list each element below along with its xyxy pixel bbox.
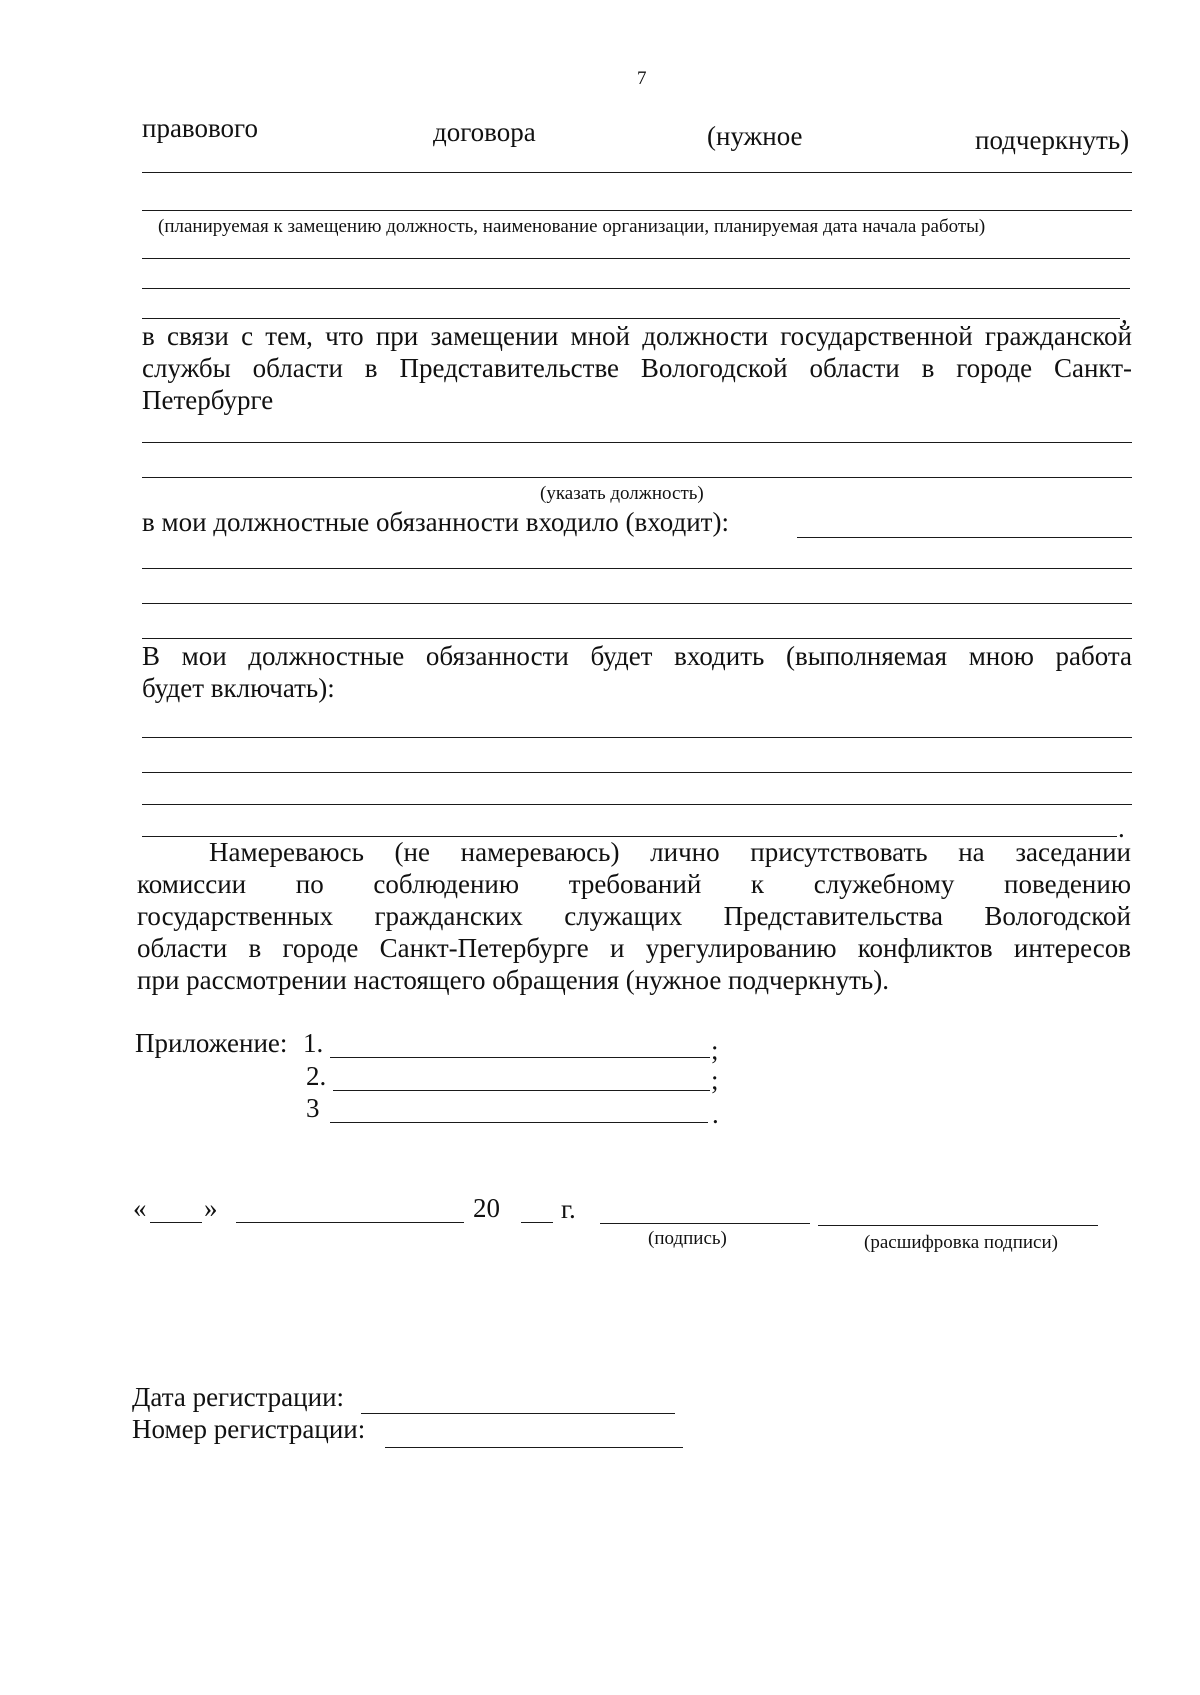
- blank-line[interactable]: [797, 537, 1132, 538]
- intend-line-3: государственных гражданских служащих Представительства Вологодской: [137, 901, 1131, 931]
- intend-line-1: Намереваюсь (не намереваюсь) лично присутствовать на заседании: [209, 837, 1131, 867]
- duties-was-label: в мои должностные обязанности входило (входит):: [142, 507, 729, 537]
- hint-job: (указать должность): [540, 483, 704, 504]
- blank-line[interactable]: [142, 442, 1132, 443]
- year-field[interactable]: [521, 1222, 553, 1223]
- blank-line[interactable]: [142, 210, 1132, 211]
- blank-line[interactable]: [142, 172, 1132, 173]
- blank-line[interactable]: [142, 568, 1132, 569]
- registration-number-field[interactable]: [385, 1447, 683, 1448]
- relation-line-2: службы области в Представительстве Вологодской области в городе Санкт-: [142, 353, 1132, 383]
- relation-line-3: Петербурге: [142, 385, 274, 415]
- top-word-4: подчеркнуть): [975, 125, 1130, 155]
- blank-line[interactable]: [142, 258, 1130, 259]
- duties-will-paragraph: [142, 640, 1132, 704]
- attachment-field[interactable]: [330, 1057, 710, 1058]
- signature-field[interactable]: [600, 1223, 810, 1224]
- decode-hint: (расшифровка подписи): [864, 1232, 1058, 1253]
- blank-line[interactable]: [142, 772, 1132, 773]
- page-number: 7: [637, 68, 647, 89]
- signature-hint: (подпись): [648, 1228, 727, 1249]
- top-word-2: договора: [433, 117, 536, 147]
- duties-will-line-2: будет включать):: [142, 673, 335, 703]
- duties-will-line-1: В мои должностные обязанности будет входить (выполняемая мною работа: [142, 641, 1132, 671]
- hint-position: (планируемая к замещению должность, наименование организации, планируемая дата начала работы): [158, 216, 986, 237]
- blank-line[interactable]: [142, 603, 1132, 604]
- top-word-3: (нужное: [707, 121, 803, 151]
- attachment-end: ;: [711, 1065, 719, 1095]
- blank-line[interactable]: [142, 288, 1130, 289]
- attachment-end: .: [712, 1099, 719, 1129]
- relation-paragraph: [142, 320, 1132, 416]
- day-field[interactable]: [150, 1222, 202, 1223]
- intend-line-5: при рассмотрении настоящего обращения (нужное подчеркнуть).: [137, 965, 889, 995]
- top-word-1: правового: [142, 113, 258, 143]
- attachments-label: Приложение:: [135, 1028, 288, 1058]
- blank-line[interactable]: [142, 737, 1132, 738]
- attachment-end: ;: [711, 1035, 719, 1065]
- open-quote: «: [133, 1193, 147, 1223]
- blank-line[interactable]: [142, 638, 1132, 639]
- year-prefix: 20: [473, 1193, 500, 1223]
- intend-line-4: области в городе Санкт-Петербурге и урегулированию конфликтов интересов: [137, 933, 1131, 963]
- intend-line-2: комиссии по соблюдению требований к служебному поведению: [137, 869, 1131, 899]
- close-quote: »: [204, 1193, 218, 1223]
- period: .: [1118, 813, 1125, 843]
- blank-line[interactable]: [142, 318, 1120, 319]
- decode-field[interactable]: [818, 1225, 1098, 1226]
- attachment-number: 1.: [303, 1028, 324, 1058]
- attachment-field[interactable]: [330, 1122, 708, 1123]
- blank-line[interactable]: [142, 804, 1132, 805]
- relation-line-1: в связи с тем, что при замещении мной должности государственной гражданской: [142, 321, 1132, 351]
- attachment-number: 3: [306, 1093, 320, 1123]
- year-suffix: г.: [561, 1194, 576, 1224]
- registration-date-field[interactable]: [361, 1413, 675, 1414]
- blank-line[interactable]: [142, 477, 1132, 478]
- attachment-number: 2.: [306, 1061, 327, 1091]
- intend-paragraph: [137, 836, 1131, 996]
- month-field[interactable]: [236, 1222, 464, 1223]
- registration-number-label: Номер регистрации:: [132, 1414, 366, 1444]
- registration-date-label: Дата регистрации:: [132, 1382, 345, 1412]
- attachment-field[interactable]: [333, 1090, 710, 1091]
- comma: ,: [1121, 299, 1128, 329]
